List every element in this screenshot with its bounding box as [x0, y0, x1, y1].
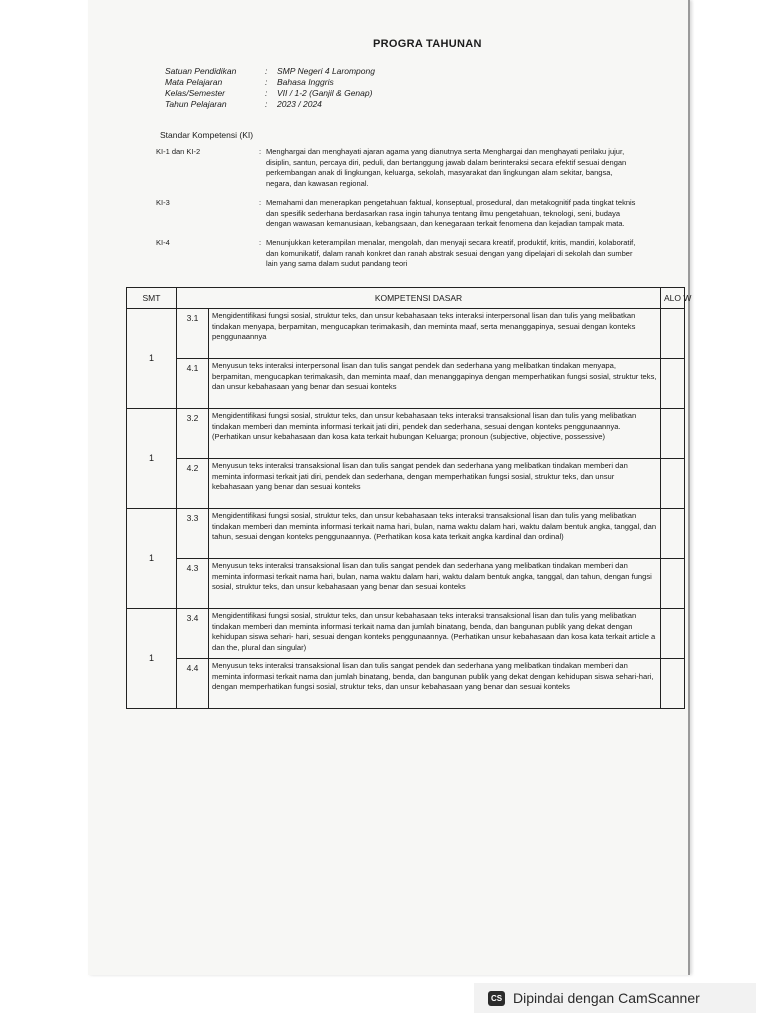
meta-label: Tahun Pelajaran — [165, 99, 227, 109]
table-row — [127, 609, 685, 659]
kd-number: 4.3 — [177, 559, 209, 609]
ki-line: Menunjukkan keterampilan menalar, mengolah, dan menyaji secara kreatif, produktif, kritis, mandiri, kolaboratif, — [266, 238, 636, 247]
meta-value: SMP Negeri 4 Larompong — [277, 66, 375, 76]
ki-label: KI-4 — [156, 238, 170, 247]
meta-separator: : — [265, 77, 268, 87]
kd-number: 3.4 — [177, 609, 209, 659]
ki-label: KI-3 — [156, 198, 170, 207]
table-row — [127, 409, 685, 459]
meta-separator: : — [265, 88, 268, 98]
kd-text: Menyusun teks interaksi interpersonal lisan dan tulis sangat pendek dan sederhana yang melibatkan tindakan menyapa, berpamitan, mengucapkan terimakasih, dan meminta maaf, dan menanggapinya dengan memperhatikan fungsi sosial, struktur teks, dan unsur kebahasaan yang benar dan sesuai konteks — [209, 359, 661, 409]
extra-cell — [661, 609, 685, 659]
kd-text: Menyusun teks interaksi transaksional lisan dan tulis sangat pendek dan sederhana yang melibatkan tindakan memberi dan meminta informasi terkait nama dan jumlah binatang, benda, dan bangunan publik yang dekat dengan kehidupan siswa sehari-hari, dengan memperhatikan fungsi sosial, struktur teks, dan unsur kebahasaan yang benar dan sesuai konteks — [209, 659, 661, 709]
kd-number: 3.2 — [177, 409, 209, 459]
kd-text: Mengidentifikasi fungsi sosial, struktur teks, dan unsur kebahasaan teks interaksi transaksional lisan dan tulis yang melibatkan tindakan memberi dan meminta informasi terkait nama dan jumlah binatang, benda, dan bangunan publik yang dekat dengan kehidupan siswa sehari- hari, sesuai dengan konteks penggunaannya. (Perhatikan unsur kebahasaan dan kosa kata terkait article a dan the, plural dan singular) — [209, 609, 661, 659]
ki-separator: : — [259, 198, 262, 207]
smt-cell: 1 — [127, 509, 177, 609]
meta-label: Satuan Pendidikan — [165, 66, 237, 76]
standar-kompetensi-heading: Standar Kompetensi (KI) — [160, 130, 254, 140]
table-header-row — [127, 288, 685, 309]
extra-cell — [661, 409, 685, 459]
ki-separator: : — [259, 147, 262, 156]
meta-value: 2023 / 2024 — [277, 99, 322, 109]
table-row — [127, 559, 685, 609]
ki-text — [266, 198, 696, 230]
camscanner-watermark — [474, 983, 756, 1013]
camscanner-text: Dipindai dengan CamScanner — [513, 990, 700, 1006]
meta-value: VII / 1-2 (Ganjil & Genap) — [277, 88, 373, 98]
smt-header: SMT — [127, 288, 177, 309]
extra-cell — [661, 309, 685, 359]
meta-separator: : — [265, 99, 268, 109]
kd-text: Mengidentifikasi fungsi sosial, struktur teks, dan unsur kebahasaan teks interaksi transaksional lisan dan tulis yang melibatkan tindakan memberi dan meminta informasi terkait jati diri, pendek dan sederhana, sesuai dengan konteks penggunaannya. (Perhatikan unsur kebahasaan dan kosa kata terkait hubungan Keluarga; pronoun (subjective, objective, possessive) — [209, 409, 661, 459]
meta-value: Bahasa Inggris — [277, 77, 334, 87]
kd-number: 3.1 — [177, 309, 209, 359]
extra-cell — [661, 359, 685, 409]
meta-label: Kelas/Semester — [165, 88, 225, 98]
ki-text — [266, 147, 696, 189]
meta-label: Mata Pelajaran — [165, 77, 223, 87]
kd-number: 4.1 — [177, 359, 209, 409]
smt-cell: 1 — [127, 309, 177, 409]
meta-separator: : — [265, 66, 268, 76]
table-row — [127, 359, 685, 409]
document-meta — [165, 66, 375, 110]
kd-text: Menyusun teks interaksi transaksional lisan dan tulis sangat pendek dan sederhana yang melibatkan tindakan memberi dan meminta informasi terkait nama hari, bulan, nama waktu dalam hari, waktu dalam bentuk angka, tanggal, dan tahun, dengan fungsi sosial, struktur teks, dan unsur kebahasaan yang benar dan sesuai konteks — [209, 559, 661, 609]
table-row — [127, 659, 685, 709]
ki-line: Menghargai dan menghayati ajaran agama yang dianutnya serta Menghargai dan menghayati perilaku jujur, — [266, 147, 625, 156]
meta-row — [165, 88, 375, 99]
kd-text: Mengidentifikasi fungsi sosial, struktur teks, dan unsur kebahasaan teks interaksi interpersonal lisan dan tulis yang melibatkan tindakan menyapa, berpamitan, mengucapkan terimakasih, dan meminta maaf, serta menanggapinya, sesuai dengan konteks penggunaannya — [209, 309, 661, 359]
ki-line: disiplin, santun, percaya diri, peduli, dan bertanggung jawab dalam berinteraksi secara efektif sesuai dengan — [266, 157, 627, 167]
kd-header: KOMPETENSI DASAR — [177, 288, 661, 309]
meta-row — [165, 99, 375, 110]
page-title: PROGRA TAHUNAN — [373, 38, 482, 50]
kompetensi-dasar-table — [126, 287, 692, 709]
table-row — [127, 509, 685, 559]
ki-label: KI-1 dan KI-2 — [156, 147, 201, 156]
table-row — [127, 309, 685, 359]
extra-cell — [661, 509, 685, 559]
ki-line: perkembangan anak di lingkungan, keluarga, sekolah, masyarakat dan lingkungan alam sekitar, bangsa, — [266, 168, 613, 177]
kd-number: 3.3 — [177, 509, 209, 559]
smt-cell: 1 — [127, 409, 177, 509]
kd-number: 4.2 — [177, 459, 209, 509]
ki-separator: : — [259, 238, 262, 247]
table-row — [127, 459, 685, 509]
ki-line: dan komunikatif, dalam ranah konkret dan ranah abstrak sesuai dengan yang dipelajari di sekolah dan sumber — [266, 248, 633, 258]
ki-text — [266, 238, 696, 270]
smt-cell: 1 — [127, 609, 177, 709]
ki-line: Memahami dan menerapkan pengetahuan faktual, konseptual, prosedural, dan metakognitif pada tingkat teknis — [266, 198, 636, 207]
ki-line: lain yang sama dalam sudut pandang teori — [266, 259, 408, 268]
meta-row — [165, 77, 375, 88]
kd-text: Menyusun teks interaksi transaksional lisan dan tulis sangat pendek dan sederhana yang melibatkan tindakan memberi dan meminta informasi terkait jati diri, pendek dan sederhana, dengan memperhatikan fungsi sosial, struktur teks, dan unsur kebahasaan yang benar dan sesuai konteks — [209, 459, 661, 509]
camscanner-logo-icon: CS — [488, 991, 505, 1006]
ki-line: negara, dan kawasan regional. — [266, 178, 369, 188]
extra-cell — [661, 459, 685, 509]
ki-line: dengan wawasan kemanusiaan, kebangsaan, dan kenegaraan terkait fenomena dan kejadian tampak mata. — [266, 219, 625, 228]
kd-number: 4.4 — [177, 659, 209, 709]
extra-cell — [661, 659, 685, 709]
meta-row — [165, 66, 375, 77]
extra-cell — [661, 559, 685, 609]
kd-text: Mengidentifikasi fungsi sosial, struktur teks, dan unsur kebahasaan teks interaksi transaksional lisan dan tulis yang melibatkan tindakan memberi dan meminta informasi terkait nama hari, bulan, nama waktu dalam hari, waktu dalam bentuk angka, tanggal, dan tahun, sesuai dengan konteks penggunaannya. (Perhatikan kosa kata terkait angka kardinal dan ordinal) — [209, 509, 661, 559]
ki-line: dan spesifik sederhana berdasarkan rasa ingin tahunya tentang ilmu pengetahuan, teknologi, seni, budaya — [266, 208, 620, 218]
extra-header: ALO W — [661, 288, 685, 309]
